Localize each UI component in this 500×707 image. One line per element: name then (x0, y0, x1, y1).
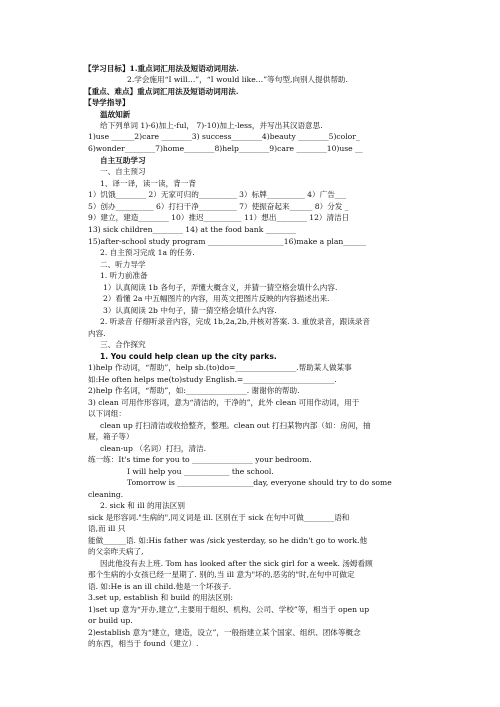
listening-prep-2: 2）看懂 2a 中五幅图片的内容，用英文把图片反映的内容描述出来. (103, 294, 330, 303)
clean-up-phrase: clean up 打扫清洁或收拾整齐，整理。clean out 打扫某物内部（如：房间，抽 (100, 421, 371, 430)
vocab-line-4: 13) sick children________ 14) at the food bank ________ (88, 225, 297, 234)
sick-ill-text-5: 因此他没有去上班. Tom has looked after the sick girl for a week. 汤姆看顾 (100, 559, 373, 568)
preview-task: 2. 自主预习完成 1a 的任务. (100, 248, 195, 257)
sick-ill-text-4: 的父亲昨天病了, (88, 547, 144, 556)
practice-line-3-cont: cleaning. (88, 490, 124, 499)
listening-prep-3: 3）认真阅读 2b 中句子，猜一猜空格会填什么内容. (103, 306, 277, 315)
learning-goals-line-2: 2.学会施用“I will…”，“I would like…”等句型,向别人提供帮助. (127, 75, 348, 84)
practice-line-3: Tomorrow is ____________________day, everyone should try to do some (127, 478, 392, 487)
listening-task: 2. 听录音 仔细听录音内容，完成 1b,2a,2b,并核对答案. 3. 重放录音，跟读录音 (100, 317, 370, 326)
help-verb-example: 如:He often helps me(to)study English.=________________________. (88, 375, 337, 384)
section-two-heading: 二、听力导学 (100, 260, 146, 269)
review-instruction: 给下列单词 1)-6)加上-ful， 7)-10)加上-less，并写出其汉语意思. (100, 121, 323, 130)
sick-ill-text-2: 语,而 ill 只 (88, 524, 126, 533)
vocab-line-3: 9）建立，建造________ 10）推迟__________ 11）想出________ 12）清洁日 (88, 213, 350, 222)
sick-ill-text-3: 能做______语. 如:His father was /sick yesterday, so he didn't go to work.他 (88, 536, 368, 545)
vocab-line-1: 1）饥饿________ 2）无家可归的__________ 3）标牌__________ 4）广告___ (88, 190, 347, 199)
establish-usage-cont: 的东西，相当于 found（建立）. (88, 639, 199, 648)
set-up-usage: 1)set up 意为“开办,建立”,主要用于组织、机构、公司、学校”等，相当于 open up (88, 605, 370, 614)
sick-ill-heading: 2. sick 和 ill 的用法区别 (100, 501, 185, 510)
set-up-usage-cont: or build up. (88, 616, 133, 625)
help-noun-usage: 2)help 作名词，“帮助”，如:________________. 谢谢你的帮助. (88, 386, 300, 395)
sick-ill-text-7: 语. 如:He is an ill child.他是一个坏孩子. (88, 582, 232, 591)
set-up-heading: 3.set up, establish 和 build 的用法区别: (88, 593, 233, 602)
help-verb-usage: 1)help 作动词，“帮助”，help sb.(to)do=________________.帮助某人做某事 (88, 363, 352, 372)
key-sentence-1: 1. You could help clean up the city parks. (100, 352, 277, 361)
listening-prep-1: 1）认真阅读 1b 各句子，弄懂大概含义，并猜一猜空格会填什么内容. (103, 283, 338, 292)
practice-line-1: 练一练：It's time for you to ________________ your bedroom. (88, 455, 312, 464)
listening-prep-heading: 1. 听力前准备 (100, 271, 148, 280)
clean-up-phrase-cont: 屉，箱子等） (88, 432, 134, 441)
establish-usage: 2)establish 意为“建立，建造，设立”，一般指建立某个国家、组织、团体等概念 (88, 628, 361, 637)
sick-ill-text-1: sick 是形容词."生病的",同义词是 ill. 区别在于 sick 在句中可做________语和 (88, 513, 350, 522)
learning-goals-line-1: 【学习目标】1.重点词汇用法及短语动词用法. (84, 64, 239, 73)
vocab-line-5: 15)after-school study program ____________________16)make a plan______ (88, 237, 367, 246)
clean-usage-cont: 以下词组： (88, 409, 126, 418)
practice-line-2: I will help you ____________ the school. (127, 467, 274, 476)
section-three-heading: 三、合作探究 (100, 340, 146, 349)
listening-task-cont: 内容. (88, 329, 106, 338)
clean-usage: 3) clean 可用作形容词，意为“清洁的，干净的”，此外 clean 可用作动词，用于 (88, 398, 360, 407)
review-blanks-line-2: 6)wonder________7)home________8)help________9)care ________10)use __ (88, 144, 363, 153)
guide-heading: 【导学指导】 (84, 98, 130, 107)
review-heading: 温故知新 (100, 110, 131, 119)
section-one-heading: 一、自主预习 (100, 167, 146, 176)
sick-ill-text-6: 那个生病的小女孩已经一星期了. 别的,当 ill 意为"坏的,恶劣的"时,在句中可做定 (88, 570, 355, 579)
clean-up-noun: clean-up （名词）打扫，清洁. (100, 444, 207, 453)
self-study-heading: 自主互助学习 (100, 156, 146, 165)
vocab-line-2: 5）创办__________ 6）打扫干净__________ 7）使振奋起来______ 8）分发 _ (88, 202, 349, 211)
translate-task: 1、译一译，读一读，背一背 (100, 179, 196, 188)
key-difficult-points: 【重点、难点】重点词汇用法及短语动词用法. (84, 87, 239, 96)
review-blanks-line-1: 1)use ______2)care ________3) success________4)beauty ________5)color_ (88, 132, 360, 141)
